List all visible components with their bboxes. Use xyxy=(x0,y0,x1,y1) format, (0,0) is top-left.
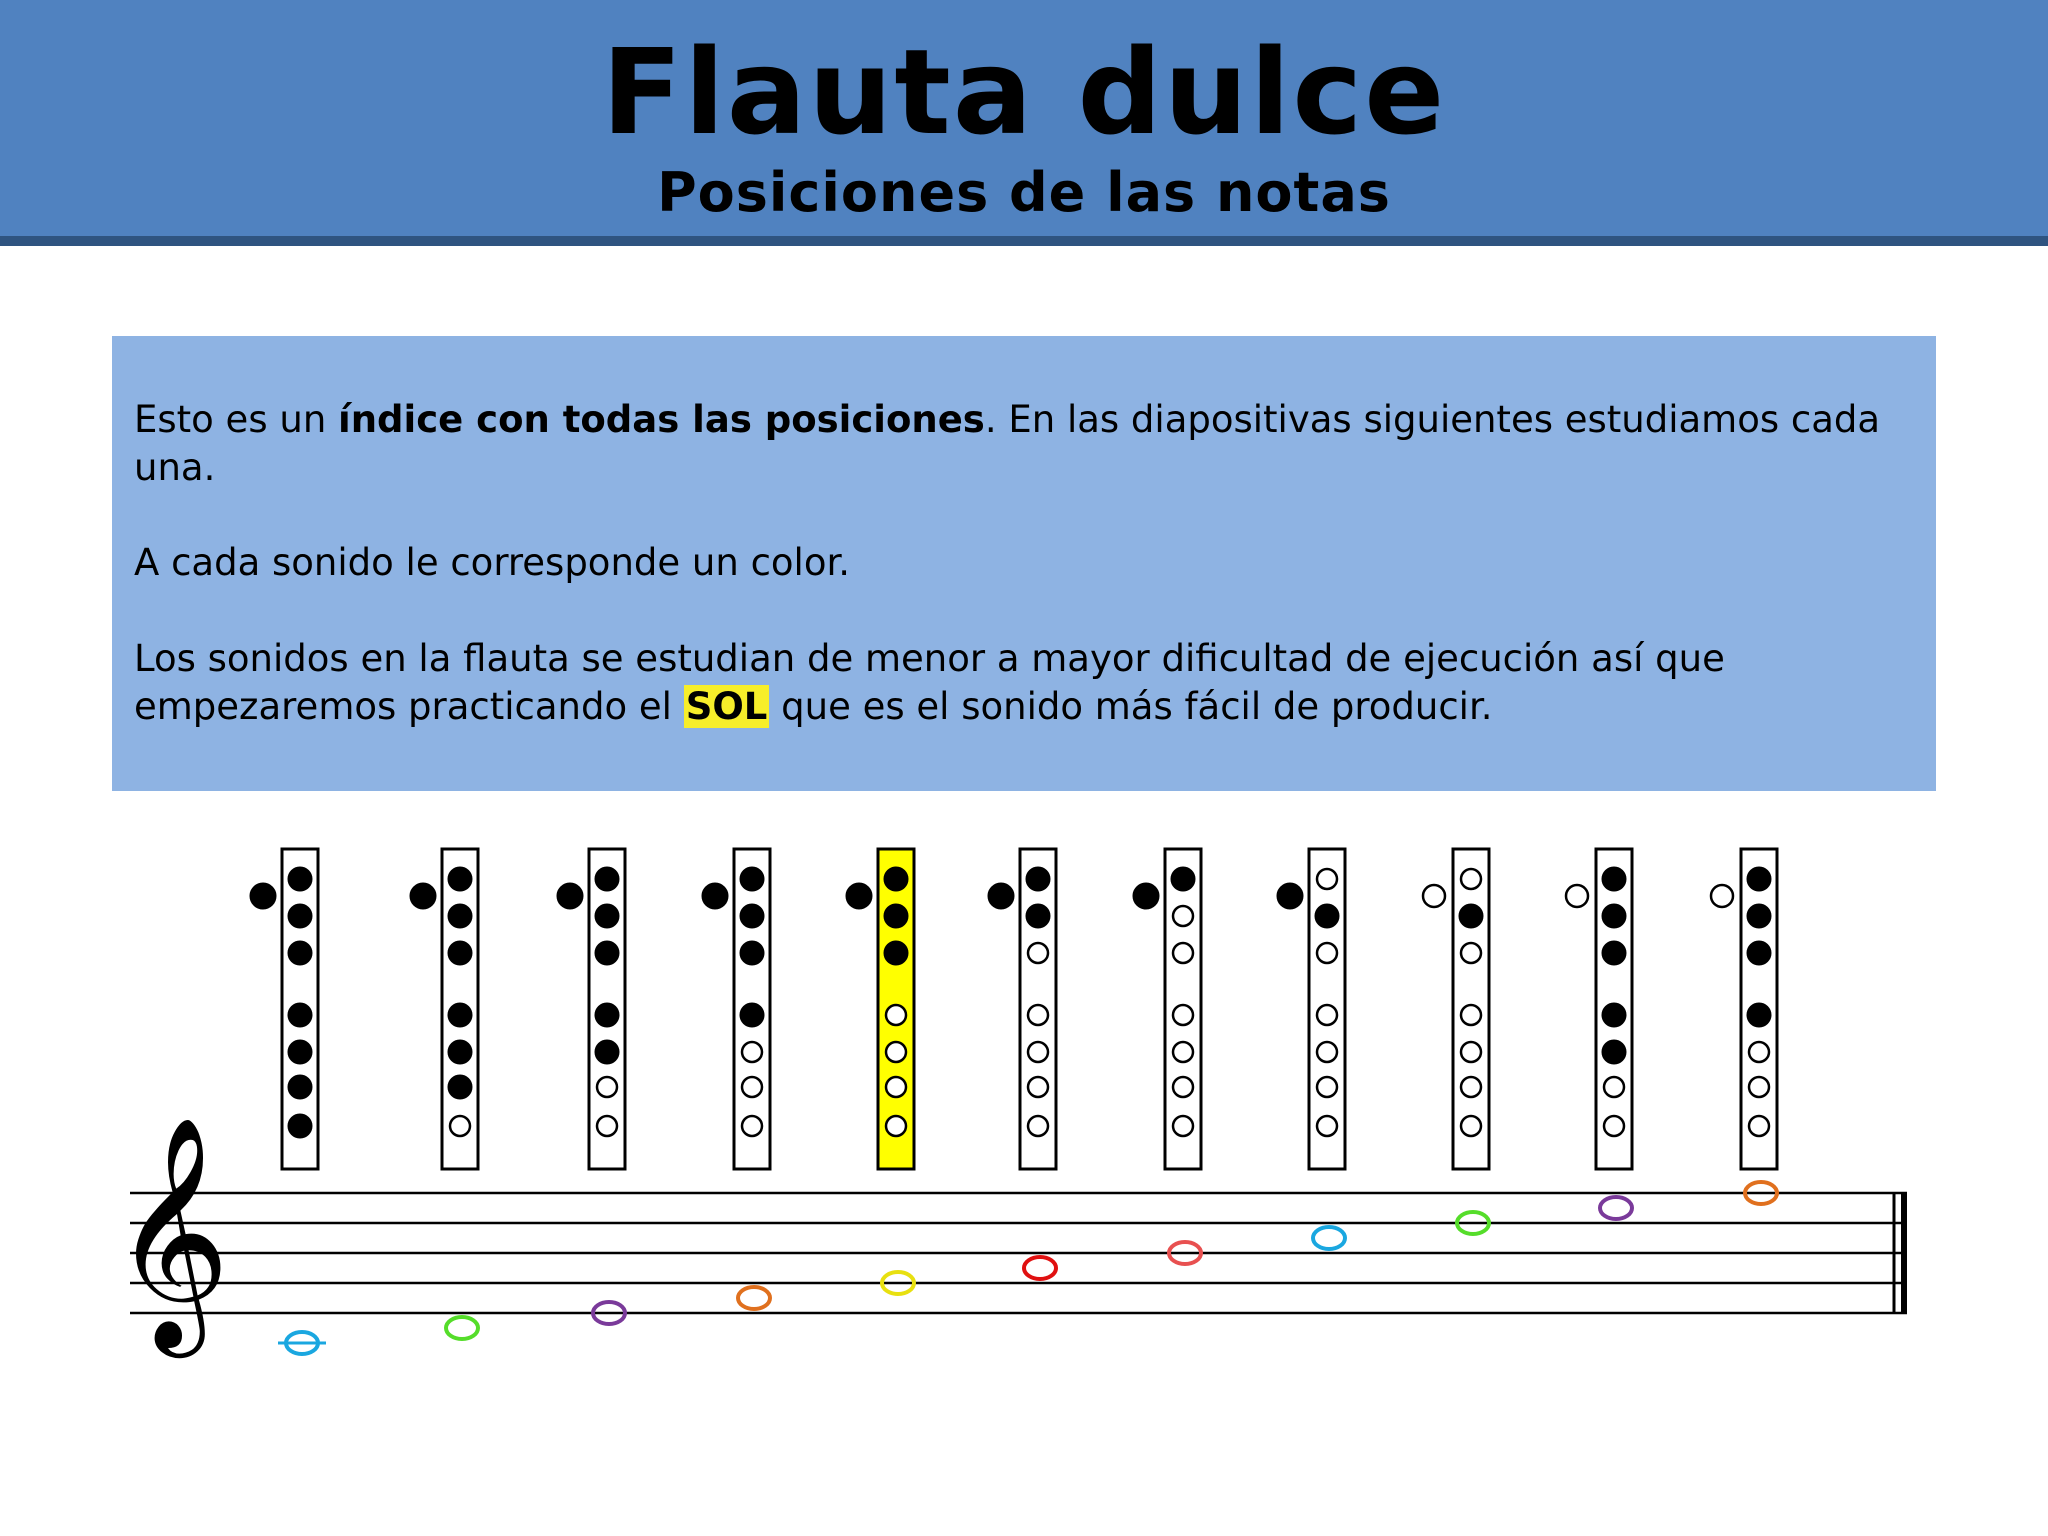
covered-hole xyxy=(595,904,619,928)
open-hole xyxy=(1461,869,1481,889)
open-hole xyxy=(742,1077,762,1097)
thumb-hole-covered xyxy=(557,883,583,909)
covered-hole xyxy=(448,1040,472,1064)
fingering-diagram xyxy=(846,849,914,1169)
thumb-hole-covered xyxy=(846,883,872,909)
covered-hole xyxy=(884,867,908,891)
header-rule xyxy=(0,236,2048,246)
fingering-diagram xyxy=(1566,849,1632,1169)
open-hole xyxy=(1317,1042,1337,1062)
covered-hole xyxy=(1747,867,1771,891)
intro-paragraph xyxy=(134,396,1924,492)
open-hole xyxy=(1173,906,1193,926)
covered-hole xyxy=(595,941,619,965)
intro-text-end: . En las diapositivas siguientes estudiamos cada una. xyxy=(134,398,1881,489)
open-hole xyxy=(1461,943,1481,963)
thumb-hole-covered xyxy=(702,883,728,909)
fingering-diagram xyxy=(250,849,318,1169)
covered-hole xyxy=(1026,904,1050,928)
covered-hole xyxy=(1459,904,1483,928)
thumb-hole-covered xyxy=(988,883,1014,909)
open-hole xyxy=(1749,1042,1769,1062)
covered-hole xyxy=(595,867,619,891)
covered-hole xyxy=(1315,904,1339,928)
open-hole xyxy=(1173,943,1193,963)
thumb-hole-covered xyxy=(410,883,436,909)
open-hole xyxy=(1317,1005,1337,1025)
sol-highlight: SOL xyxy=(685,685,768,728)
covered-hole xyxy=(1171,867,1195,891)
thumb-hole-covered xyxy=(1277,883,1303,909)
open-hole xyxy=(1461,1077,1481,1097)
covered-hole xyxy=(595,1040,619,1064)
fingering-diagram xyxy=(1133,849,1201,1169)
covered-hole xyxy=(1602,904,1626,928)
open-hole xyxy=(597,1116,617,1136)
thumb-hole-open xyxy=(1423,885,1445,907)
covered-hole xyxy=(740,1003,764,1027)
covered-hole xyxy=(1602,867,1626,891)
open-hole xyxy=(886,1116,906,1136)
fingering-diagram xyxy=(1711,849,1777,1169)
open-hole xyxy=(1461,1116,1481,1136)
covered-hole xyxy=(1747,904,1771,928)
open-hole xyxy=(886,1005,906,1025)
open-hole xyxy=(1173,1042,1193,1062)
thumb-hole-covered xyxy=(1133,883,1159,909)
open-hole xyxy=(1173,1005,1193,1025)
intro-text-bold: índice con todas las posiciones xyxy=(338,398,985,441)
open-hole xyxy=(1173,1116,1193,1136)
covered-hole xyxy=(1602,1040,1626,1064)
covered-hole xyxy=(288,904,312,928)
covered-hole xyxy=(740,904,764,928)
difficulty-text-end: que es el sonido más fácil de producir. xyxy=(769,685,1493,728)
open-hole xyxy=(1317,1077,1337,1097)
covered-hole xyxy=(1602,941,1626,965)
fingering-diagram xyxy=(557,849,625,1169)
thumb-hole-open xyxy=(1711,885,1733,907)
staff-note xyxy=(738,1287,770,1309)
open-hole xyxy=(1749,1077,1769,1097)
covered-hole xyxy=(740,941,764,965)
difficulty-paragraph xyxy=(134,635,1924,731)
covered-hole xyxy=(1026,867,1050,891)
fingering-diagram xyxy=(1423,849,1489,1169)
fingering-diagram xyxy=(410,849,478,1169)
covered-hole xyxy=(448,867,472,891)
covered-hole xyxy=(740,867,764,891)
open-hole xyxy=(1604,1116,1624,1136)
open-hole xyxy=(1173,1077,1193,1097)
staff-note xyxy=(446,1317,478,1339)
covered-hole xyxy=(288,1114,312,1138)
covered-hole xyxy=(288,1040,312,1064)
thumb-hole-open xyxy=(1566,885,1588,907)
page-subtitle: Posiciones de las notas xyxy=(657,161,1391,224)
covered-hole xyxy=(884,941,908,965)
open-hole xyxy=(1317,1116,1337,1136)
covered-hole xyxy=(595,1003,619,1027)
open-hole xyxy=(597,1077,617,1097)
covered-hole xyxy=(288,867,312,891)
open-hole xyxy=(1028,1042,1048,1062)
open-hole xyxy=(1028,1116,1048,1136)
staff-note xyxy=(1600,1197,1632,1219)
open-hole xyxy=(1028,943,1048,963)
open-hole xyxy=(886,1042,906,1062)
intro-text-start: Esto es un xyxy=(134,398,339,441)
treble-clef-icon: 𝄞 xyxy=(112,1115,231,1348)
staff-note xyxy=(1024,1257,1056,1279)
covered-hole xyxy=(1747,1003,1771,1027)
color-paragraph: A cada sonido le corresponde un color. xyxy=(134,541,851,584)
covered-hole xyxy=(448,1003,472,1027)
difficulty-text-start: Los sonidos en la flauta se estudian de menor a mayor dificultad de ejecución así que empezaremos practicando el xyxy=(134,637,1725,728)
covered-hole xyxy=(288,941,312,965)
open-hole xyxy=(1317,869,1337,889)
open-hole xyxy=(1604,1077,1624,1097)
thumb-hole-covered xyxy=(250,883,276,909)
fingering-diagram xyxy=(702,849,770,1169)
covered-hole xyxy=(448,1075,472,1099)
open-hole xyxy=(742,1116,762,1136)
covered-hole xyxy=(884,904,908,928)
covered-hole xyxy=(448,941,472,965)
fingering-diagram xyxy=(1277,849,1345,1169)
open-hole xyxy=(1749,1116,1769,1136)
covered-hole xyxy=(288,1075,312,1099)
open-hole xyxy=(742,1042,762,1062)
info-box xyxy=(112,336,1936,791)
open-hole xyxy=(1028,1005,1048,1025)
covered-hole xyxy=(448,904,472,928)
covered-hole xyxy=(1747,941,1771,965)
covered-hole xyxy=(288,1003,312,1027)
open-hole xyxy=(1461,1042,1481,1062)
open-hole xyxy=(1317,943,1337,963)
open-hole xyxy=(886,1077,906,1097)
page-title: Flauta dulce xyxy=(601,23,1447,161)
open-hole xyxy=(1461,1005,1481,1025)
open-hole xyxy=(450,1116,470,1136)
open-hole xyxy=(1028,1077,1048,1097)
staff-note xyxy=(1313,1227,1345,1249)
fingering-diagram xyxy=(988,849,1056,1169)
covered-hole xyxy=(1602,1003,1626,1027)
